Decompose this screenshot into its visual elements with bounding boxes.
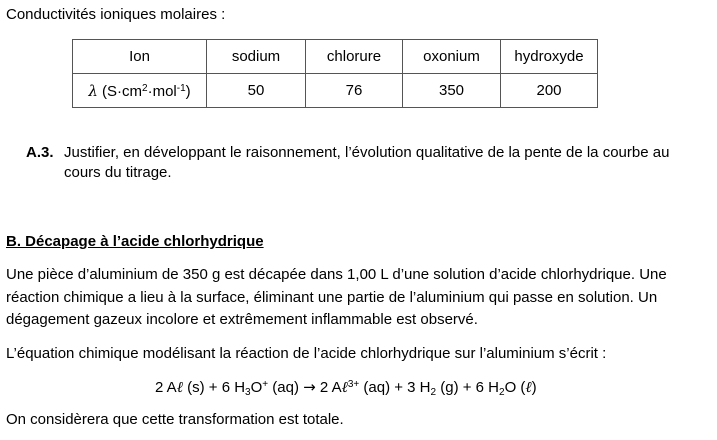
paragraph-line: Une pièce d’aluminium de 350 g est décapée dans 1,00 L d’une solution d’acide chlorhydrique. Une	[6, 266, 667, 283]
reaction-arrow-icon: →	[303, 378, 316, 396]
table-header-row	[73, 40, 598, 74]
table-cell: 50	[207, 74, 306, 108]
question-number: A.3.	[26, 144, 54, 161]
conclusion-text: On considèrera que cette transformation est totale.	[6, 411, 344, 428]
table-header-cell: oxonium	[403, 40, 501, 74]
table-cell: 76	[306, 74, 403, 108]
section-title: B. Décapage à l’acide chlorhydrique	[6, 233, 264, 250]
table-header-cell: sodium	[207, 40, 306, 74]
lambda-symbol: λ	[88, 81, 98, 100]
table-row	[73, 74, 598, 108]
table-header-cell: Ion	[73, 40, 207, 74]
question-line-2: cours du titrage.	[64, 164, 172, 181]
chemical-equation: 2 Aℓ (s) + 6 $H_3O^+$ (aq) → 2 Aℓ$^{3+}$ (aq) + 3 $H_2$ (g) + 6 $H_2O$ (ℓ)	[155, 378, 537, 398]
paragraph-line: dégagement gazeux incolore et extrêmement inflammable est observé.	[6, 311, 478, 328]
table-header-cell: hydroxyde	[501, 40, 598, 74]
table-cell: 200	[501, 74, 598, 108]
equation-intro: L’équation chimique modélisant la réaction de l’acide chlorhydrique sur l’aluminium s’écrit :	[6, 345, 607, 362]
paragraph-line: réaction chimique a lieu à la surface, éliminant une partie de l’aluminium qui passe en solution. Un	[6, 289, 658, 306]
table-header-cell: chlorure	[306, 40, 403, 74]
row-label-cell: λ $(S\cdot cm^2\cdot mol^{-1})$	[73, 74, 207, 108]
conductivity-table	[72, 39, 598, 108]
intro-text: Conductivités ioniques molaires :	[6, 6, 226, 23]
question-line-1: Justifier, en développant le raisonnement, l’évolution qualitative de la pente de la courbe au	[64, 144, 670, 161]
table-cell: 350	[403, 74, 501, 108]
